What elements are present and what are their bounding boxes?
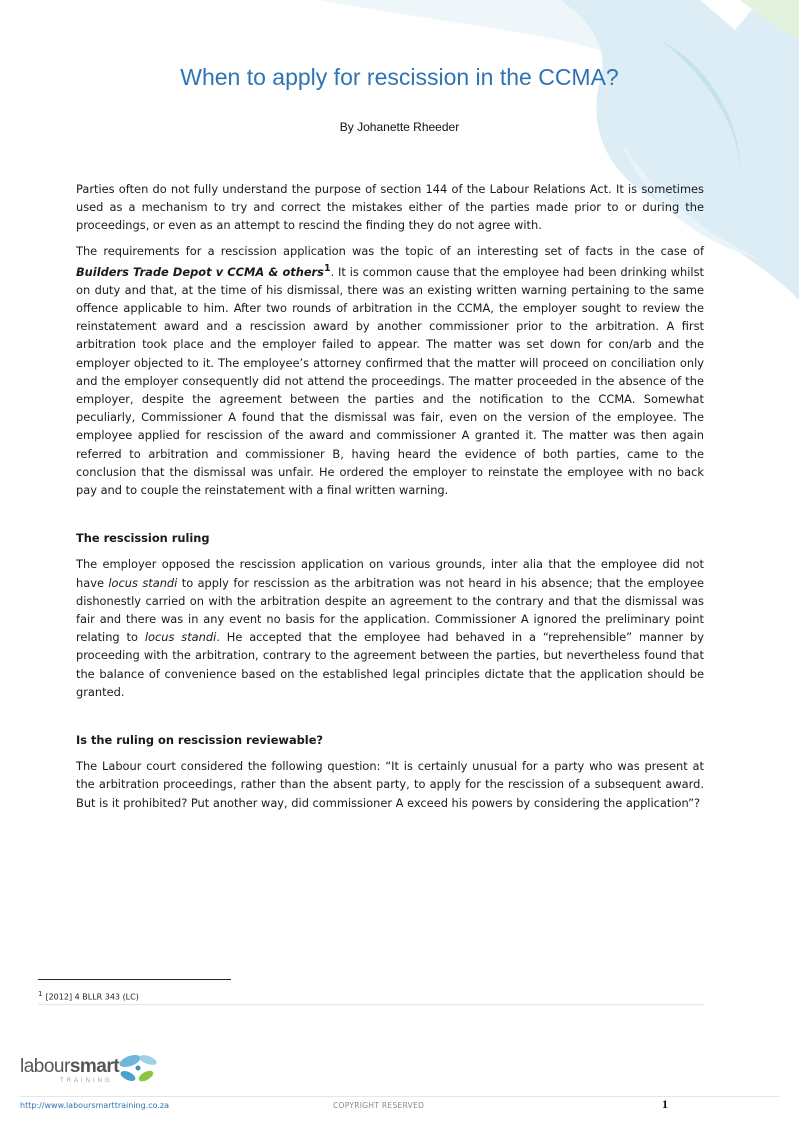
laboursmart-logo (20, 1052, 170, 1092)
locus-standi-term: locus standi (108, 575, 178, 590)
paragraph-case-facts (76, 242, 704, 500)
logo-subtitle: TRAINING (60, 1078, 113, 1084)
paragraph-labour-court: The Labour court considered the following question: “It is certainly unusual for a party who was present at the arbitration proceedings, rather than the absent party, to apply for the rescission of a subsequent award. But is it prohibited? Put another way, did commissioner A exceed his powers by considering the application”? (76, 759, 704, 810)
ruling-text-b: to apply for rescission as the arbitration was not heard in his absence; that the employee dishonestly carried on with the arbitration despite an agreement to the contrary and that the dismissal was fair and there was in any event no basis for the application. Commissioner A ignored the preliminary point relating to (76, 575, 704, 645)
page-number: 1 (662, 1097, 668, 1111)
footnote-reference[interactable]: 1 (323, 262, 331, 274)
logo-cross-icon (116, 1052, 160, 1086)
footnote-number: 1 (38, 990, 43, 998)
ruling-text-c: . He accepted that the employee had behaved in a “reprehensible” manner by proceeding with the arbitration, contrary to the agreement between the parties, but nevertheless found that the balance of convenience based on the established legal principles dictate that the application should be granted. (76, 630, 704, 699)
logo-wordmark (20, 1056, 119, 1078)
paragraph-rescission-ruling (76, 555, 704, 701)
section-heading-reviewable: Is the ruling on rescission reviewable? (76, 733, 324, 748)
case-facts-lead: The requirements for a rescission application was the topic of an interesting set of facts in the case of (76, 243, 704, 258)
case-name: Builders Trade Depot v CCMA & others (76, 264, 324, 279)
author-byline: By Johanette Rheeder (339, 120, 460, 134)
case-facts-rest: . It is common cause that the employee had been drinking whilst on duty and that, at the time of his dismissal, there was an existing written warning pertaining to the same offence applicable to him. After two rounds of arbitration in the CCMA, the employer sought to review the reinstatement award and a rescission award by another commissioner prior to the arbitration. A first arbitration took place and the employer failed to appear. The matter was set down for con/arb and the employer objected to it. The employee’s attorney confirmed that the matter will proceed on conciliation only and the employer consequently did not attend the proceedings. The matter proceeded in the absence of the employer, despite the agreement between the parties and the notification to the CCMA. Somewhat peculiarly, Commissioner A found that the dismissal was fair, even on the version of the employee. The employee applied for rescission of the award and commissioner A granted it. The matter was then again referred to arbitration and commissioner B, having heard the evidence of both parties, came to the conclusion that the dismissal was unfair. He ordered the employer to reinstate the employee with no back pay and to couple the reinstatement with a final written warning. (76, 264, 704, 498)
article-body (76, 180, 704, 819)
section-heading-rescission-ruling: The rescission ruling (76, 531, 210, 546)
footnote-separator (38, 979, 231, 980)
footnote (38, 990, 139, 1002)
paragraph-intro: Parties often do not fully understand the purpose of section 144 of the Labour Relations Act. It is sometimes used as a mechanism to try and correct the mistakes either of the parties made prior to or during the proceedings, or even as an attempt to rescind the finding they do not agree with. (76, 182, 704, 233)
logo-word-labour: labour (20, 1056, 70, 1077)
copyright-notice: COPYRIGHT RESERVED (333, 1101, 425, 1110)
ruling-text-a: The employer opposed the rescission application on various grounds, inter alia that the employee did not have (76, 557, 704, 590)
website-link[interactable]: http://www.laboursmarttraining.co.za (20, 1101, 170, 1110)
document-title: When to apply for rescission in the CCMA? (180, 64, 619, 90)
footer-divider (38, 1004, 705, 1005)
footnote-text: [2012] 4 BLLR 343 (LC) (45, 992, 139, 1002)
logo-word-smart: smart (69, 1056, 120, 1077)
locus-standi-term: locus standi (144, 630, 217, 645)
